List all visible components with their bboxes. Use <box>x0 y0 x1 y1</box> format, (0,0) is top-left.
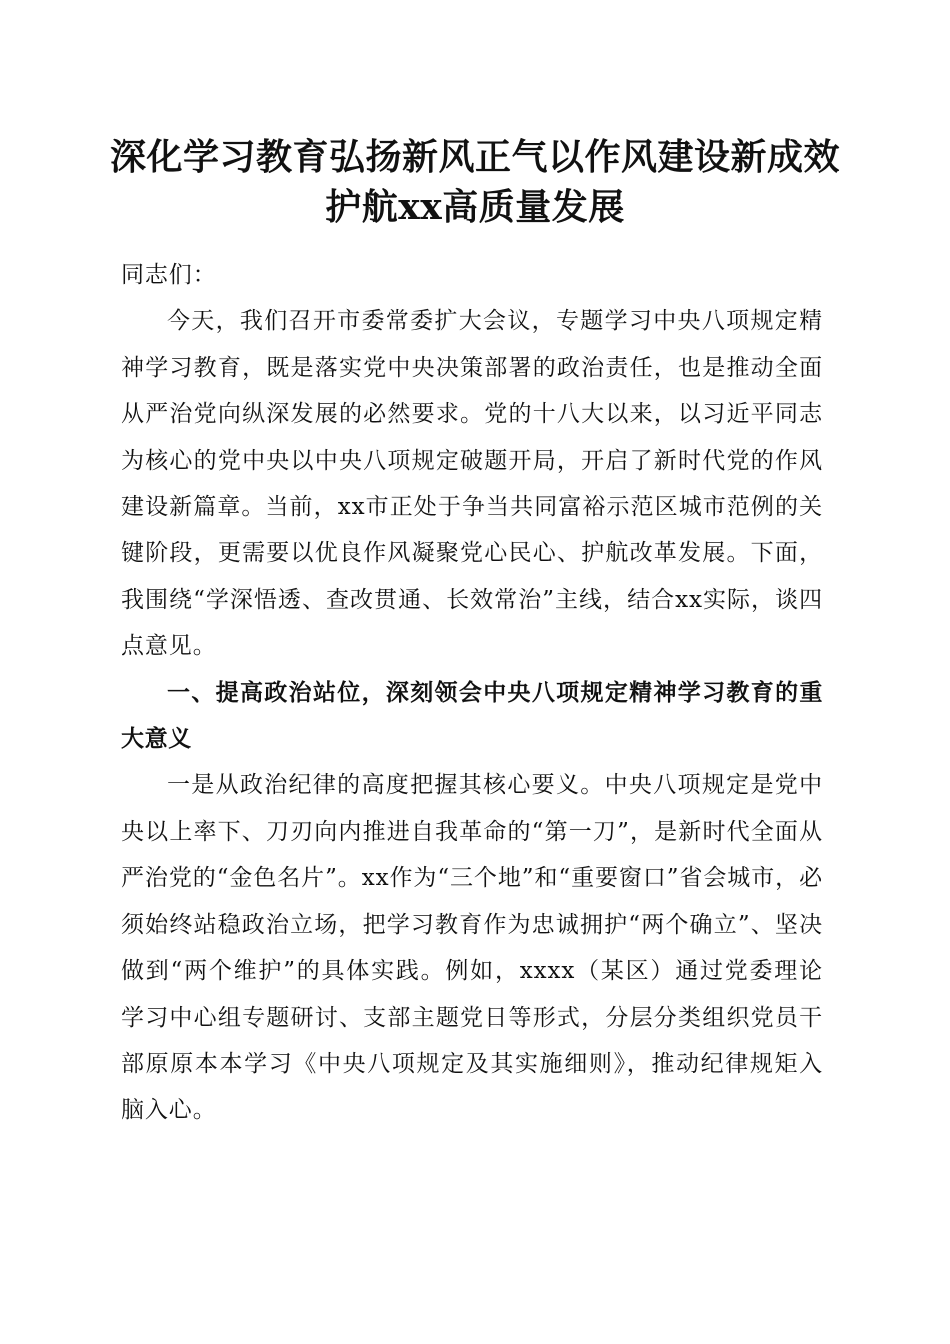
document-body <box>121 252 823 1134</box>
section-1-paragraph: 一是从政治纪律的高度把握其核心要义。中央八项规定是党中央以上率下、刀刃向内推进自我革命的“第一刀”，是新时代全面从严治党的“金色名片”。xx作为“三个地”和“重要窗口”省会城市，必须始终站稳政治立场，把学习教育作为忠诚拥护“两个确立”、坚决做到“两个维护”的具体实践。例如，xxxx（某区）通过党委理论学习中心组专题研讨、支部主题党日等形式，分层分类组织党员干部原原本本学习《中央八项规定及其实施细则》，推动纪律规矩入脑入心。 <box>121 772 823 1124</box>
title-line-2: 护航xx高质量发展 <box>325 186 625 228</box>
section-heading-1: 一、提高政治站位，深刻领会中央八项规定精神学习教育的重大意义 <box>121 679 823 753</box>
document-title <box>110 132 840 232</box>
salutation: 同志们： <box>121 262 217 288</box>
intro-paragraph: 今天，我们召开市委常委扩大会议，专题学习中央八项规定精神学习教育，既是落实党中央决策部署的政治责任，也是推动全面从严治党向纵深发展的必然要求。党的十八大以来，以习近平同志为核心的党中央以中央八项规定破题开局，开启了新时代党的作风建设新篇章。当前，xx市正处于争当共同富裕示范区城市范例的关键阶段，更需要以优良作风凝聚党心民心、护航改革发展。下面，我围绕“学深悟透、查改贯通、长效常治”主线，结合xx实际，谈四点意见。 <box>121 308 823 660</box>
title-line-1: 深化学习教育弘扬新风正气以作风建设新成效 <box>110 136 841 178</box>
